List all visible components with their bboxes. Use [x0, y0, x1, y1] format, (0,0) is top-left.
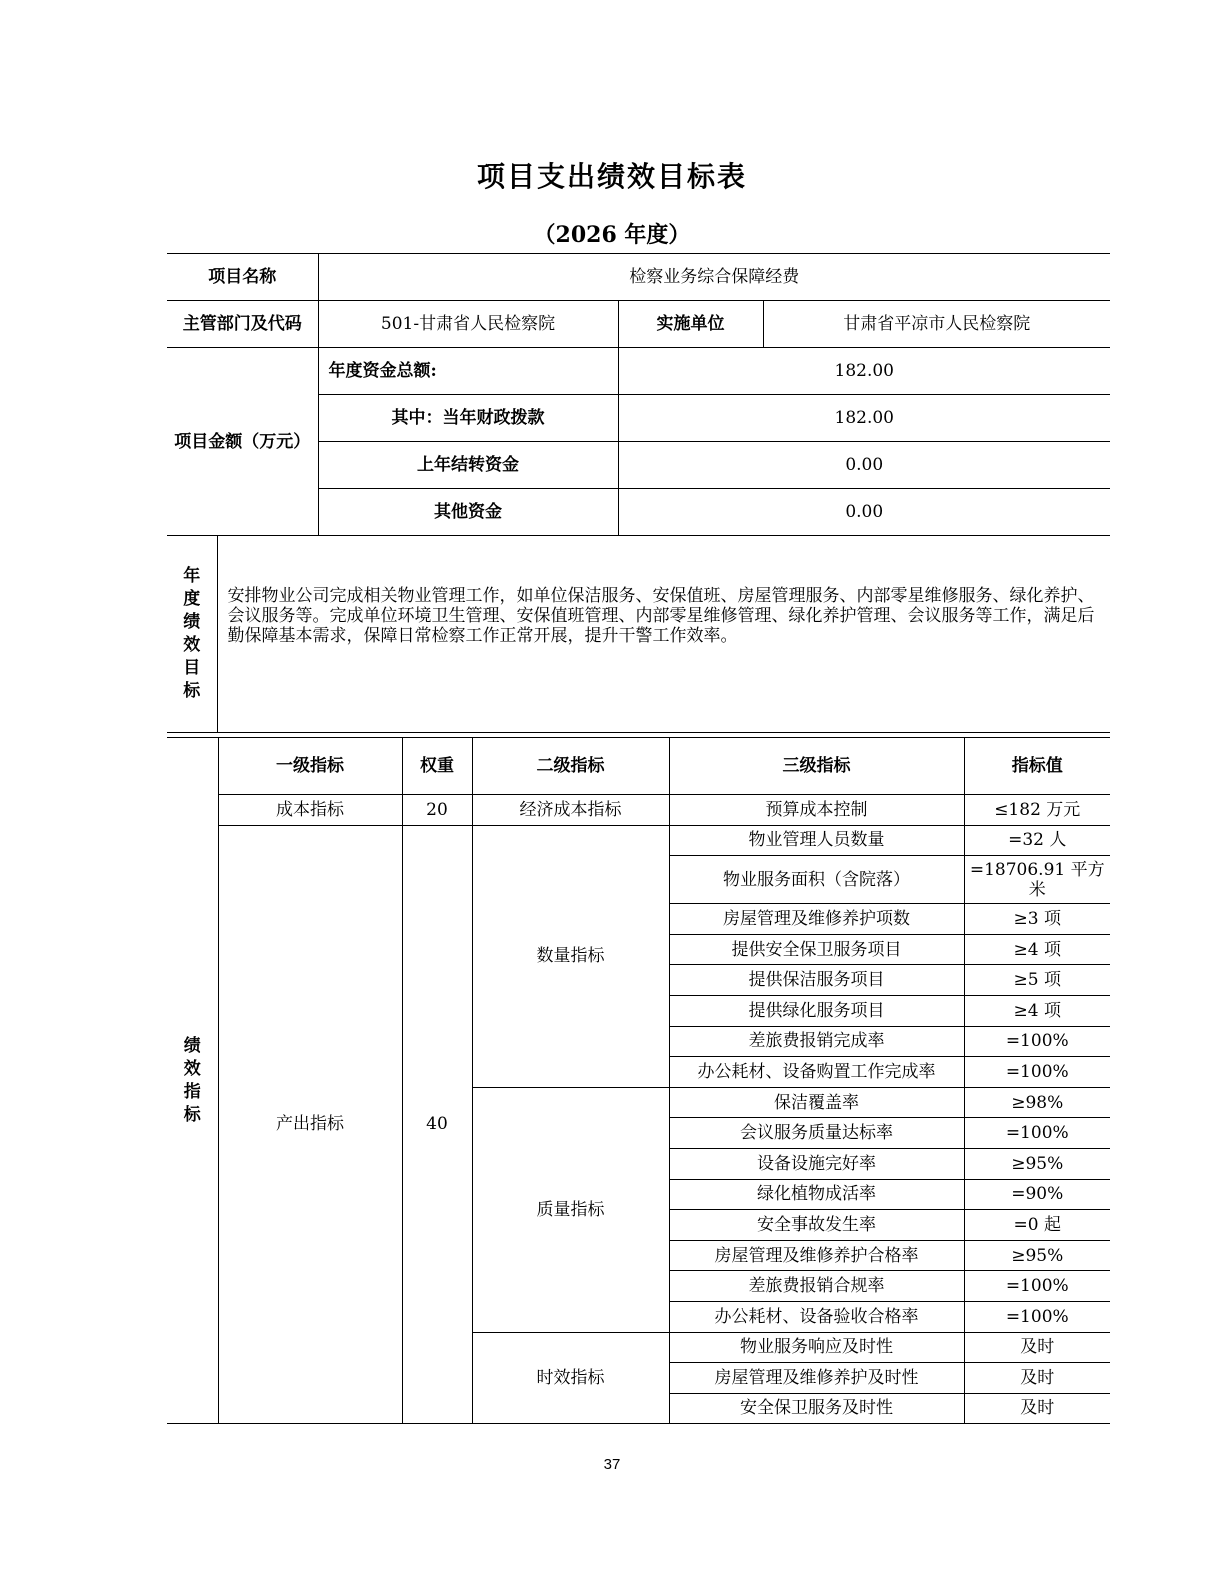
- cost-level3: 预算成本控制: [669, 795, 964, 826]
- header-level1: 一级指标: [218, 738, 402, 795]
- total-funds-value: 182.00: [618, 348, 1110, 395]
- other-funds-label: 其他资金: [318, 489, 618, 536]
- indicator-name: 提供绿化服务项目: [669, 995, 964, 1026]
- indicator-value: =100%: [964, 1057, 1110, 1088]
- indicator-name: 保洁覆盖率: [669, 1087, 964, 1118]
- carryover-funds-label: 上年结转资金: [318, 442, 618, 489]
- indicator-name: 提供安全保卫服务项目: [669, 934, 964, 965]
- indicator-value: 及时: [964, 1332, 1110, 1363]
- indicator-name: 物业服务响应及时性: [669, 1332, 964, 1363]
- timeliness-label: 时效指标: [472, 1332, 669, 1424]
- indicator-name: 房屋管理及维修养护项数: [669, 904, 964, 935]
- other-funds-value: 0.00: [618, 489, 1110, 536]
- indicators-section-label: 绩效指标: [167, 738, 218, 1424]
- annual-goal-text: 安排物业公司完成相关物业管理工作，如单位保洁服务、安保值班、房屋管理服务、内部零星维修服务、绿化养护、会议服务等。完成单位环境卫生管理、安保值班管理、内部零星维修管理、绿化养护管理、会议服务等工作，满足后勤保障基本需求，保障日常检察工作正常开展，提升干警工作效率。: [217, 536, 1110, 733]
- indicator-name: 差旅费报销完成率: [669, 1026, 964, 1057]
- indicator-value: =100%: [964, 1118, 1110, 1149]
- indicator-name: 会议服务质量达标率: [669, 1118, 964, 1149]
- amount-label: 项目金额（万元）: [167, 348, 318, 536]
- performance-indicators-table: [167, 737, 1110, 1424]
- project-name-label: 项目名称: [167, 254, 318, 301]
- indicator-value: =32 人: [964, 825, 1110, 856]
- indicator-name: 安全保卫服务及时性: [669, 1393, 964, 1424]
- impl-unit-value: 甘肃省平凉市人民检察院: [763, 301, 1110, 348]
- indicator-name: 办公耗材、设备购置工作完成率: [669, 1057, 964, 1088]
- page-subtitle: （2026 年度）: [533, 222, 691, 248]
- indicator-name: 房屋管理及维修养护合格率: [669, 1240, 964, 1271]
- indicator-value: ≥95%: [964, 1240, 1110, 1271]
- indicator-name: 设备设施完好率: [669, 1148, 964, 1179]
- indicator-name: 安全事故发生率: [669, 1210, 964, 1241]
- indicator-value: =18706.91 平方米: [964, 856, 1110, 904]
- indicator-value: ≥3 项: [964, 904, 1110, 935]
- indicator-name: 提供保洁服务项目: [669, 965, 964, 996]
- impl-unit-label: 实施单位: [618, 301, 763, 348]
- indicator-value: =100%: [964, 1026, 1110, 1057]
- output-level1: 产出指标: [218, 825, 402, 1424]
- project-name-value: 检察业务综合保障经费: [318, 254, 1110, 301]
- indicator-name: 绿化植物成活率: [669, 1179, 964, 1210]
- indicator-value: 及时: [964, 1363, 1110, 1394]
- indicator-value: =100%: [964, 1271, 1110, 1302]
- header-weight: 权重: [402, 738, 472, 795]
- indicator-name: 物业管理人员数量: [669, 825, 964, 856]
- indicator-value: =90%: [964, 1179, 1110, 1210]
- fiscal-funds-value: 182.00: [618, 395, 1110, 442]
- dept-value: 501-甘肃省人民检察院: [318, 301, 618, 348]
- indicator-value: ≥98%: [964, 1087, 1110, 1118]
- header-level2: 二级指标: [472, 738, 669, 795]
- page-number: 37: [603, 1456, 621, 1473]
- header-value: 指标值: [964, 738, 1110, 795]
- carryover-funds-value: 0.00: [618, 442, 1110, 489]
- indicator-name: 办公耗材、设备验收合格率: [669, 1301, 964, 1332]
- fiscal-funds-label: 其中：当年财政拨款: [318, 395, 618, 442]
- cost-level1: 成本指标: [218, 795, 402, 826]
- indicator-name: 房屋管理及维修养护及时性: [669, 1363, 964, 1394]
- page-title: 项目支出绩效目标表: [476, 160, 747, 193]
- indicator-name: 物业服务面积（含院落）: [669, 856, 964, 904]
- total-funds-label: 年度资金总额:: [318, 348, 618, 395]
- annual-goal-label: 年度绩效目标: [167, 536, 217, 733]
- quantity-label: 数量指标: [472, 825, 669, 1087]
- indicator-name: 差旅费报销合规率: [669, 1271, 964, 1302]
- indicator-value: =0 起: [964, 1210, 1110, 1241]
- output-weight: 40: [402, 825, 472, 1424]
- project-info-table: [167, 253, 1110, 733]
- indicator-value: ≥5 项: [964, 965, 1110, 996]
- cost-level2: 经济成本指标: [472, 795, 669, 826]
- header-level3: 三级指标: [669, 738, 964, 795]
- indicator-value: ≥4 项: [964, 934, 1110, 965]
- cost-weight: 20: [402, 795, 472, 826]
- indicator-value: ≥4 项: [964, 995, 1110, 1026]
- indicator-value: 及时: [964, 1393, 1110, 1424]
- indicator-value: ≥95%: [964, 1148, 1110, 1179]
- quality-label: 质量指标: [472, 1087, 669, 1332]
- cost-value: ≤182 万元: [964, 795, 1110, 826]
- dept-label: 主管部门及代码: [167, 301, 318, 348]
- indicator-value: =100%: [964, 1301, 1110, 1332]
